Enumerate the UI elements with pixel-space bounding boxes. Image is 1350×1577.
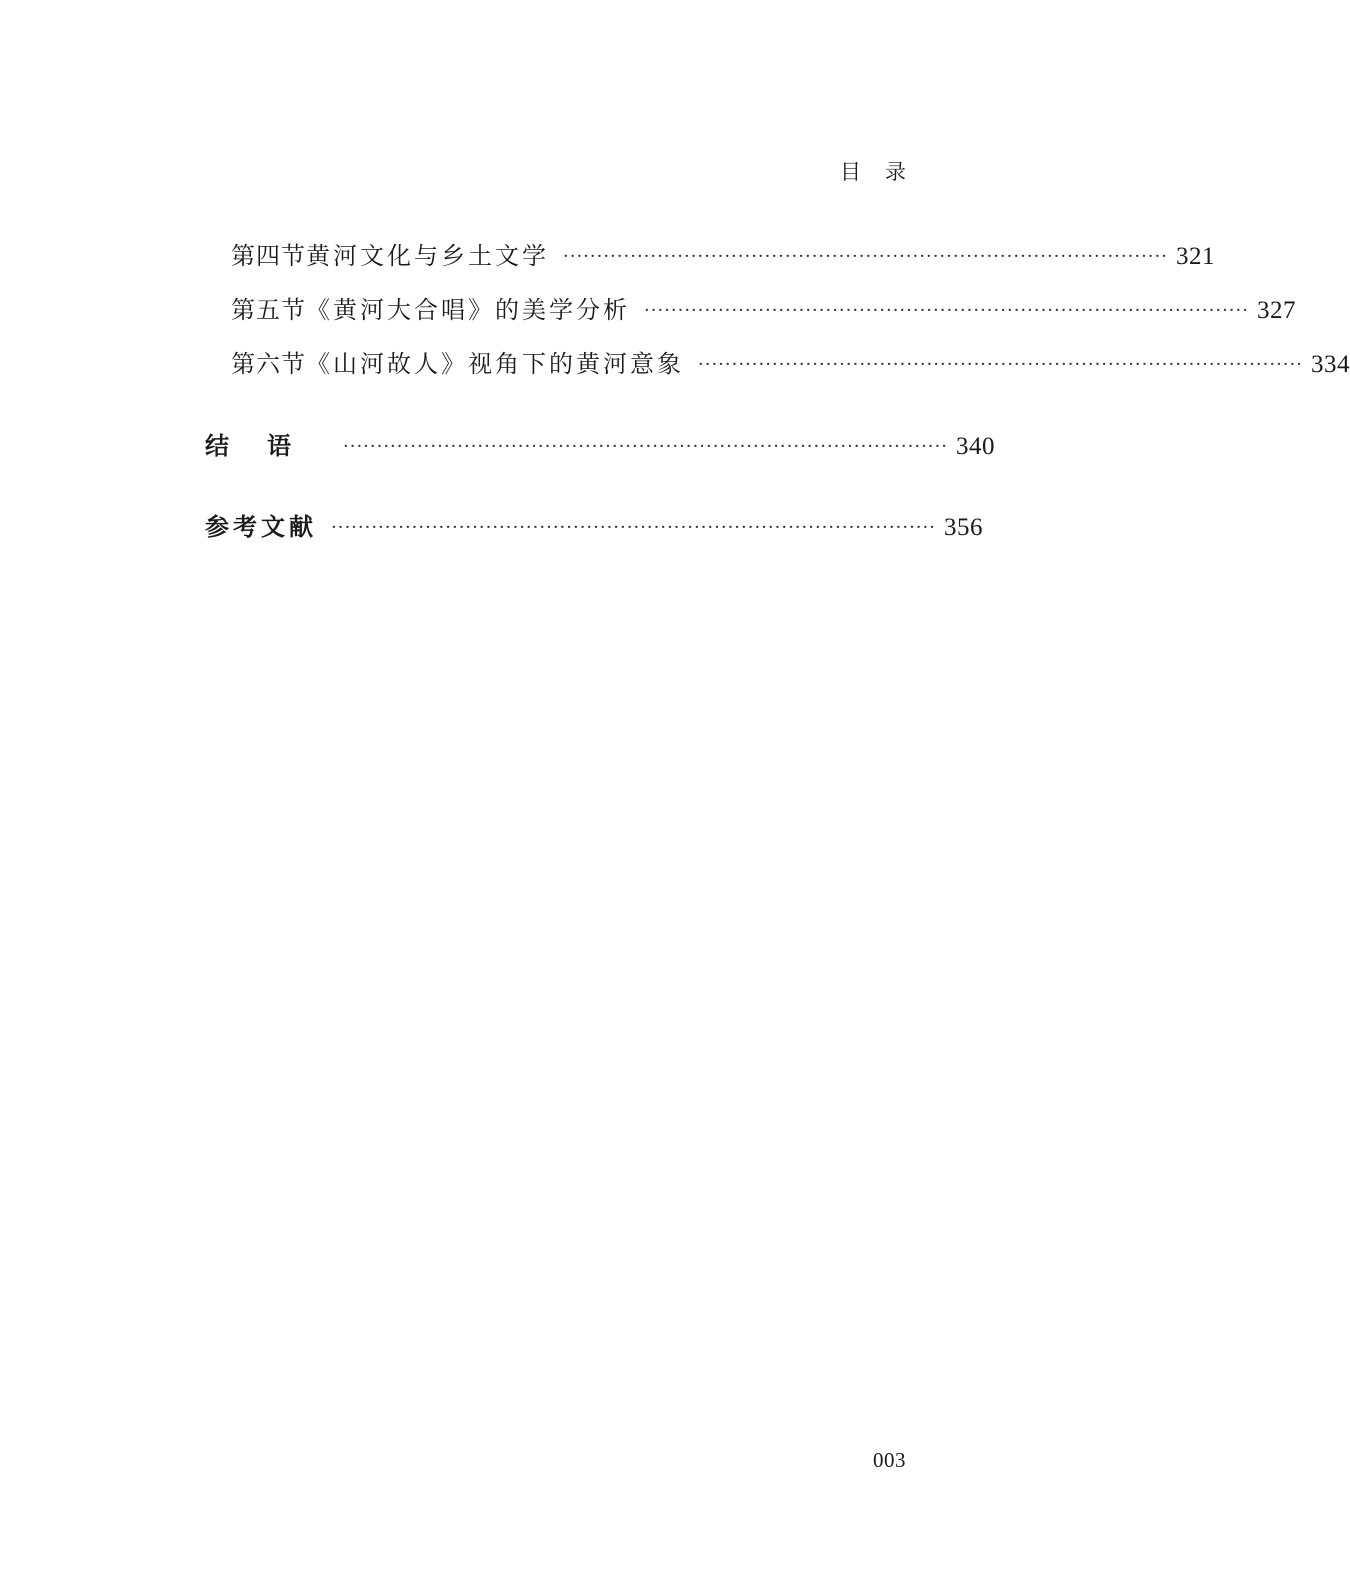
section-number: 第五节 <box>231 296 306 324</box>
dot-leader: ·························································································· <box>644 300 1249 321</box>
page-folio: 003 <box>873 1448 906 1472</box>
chapter-title: 结语 <box>205 432 329 460</box>
dot-leader: ·························································································· <box>698 354 1303 375</box>
dot-leader: ·························································································· <box>343 436 948 457</box>
page-number: 327 <box>1256 297 1296 324</box>
page-number: 321 <box>1175 243 1215 270</box>
section-title: 《黄河大合唱》的美学分析 <box>306 296 630 324</box>
toc-entry-section-5[interactable] <box>231 290 1296 324</box>
section-title: 黄河文化与乡土文学 <box>306 242 549 270</box>
running-head: 目录 <box>840 160 930 184</box>
page-number: 356 <box>943 514 983 541</box>
dot-leader: ·························································································· <box>331 517 936 538</box>
toc-entry-conclusion[interactable] <box>205 426 995 460</box>
page-number: 334 <box>1310 351 1350 378</box>
page-number: 340 <box>955 433 995 460</box>
section-number: 第四节 <box>231 242 306 270</box>
toc-entry-references[interactable] <box>205 507 983 541</box>
toc-entry-section-4[interactable] <box>231 236 1215 270</box>
dot-leader: ·························································································· <box>563 246 1168 267</box>
section-number: 第六节 <box>231 350 306 378</box>
toc-entry-section-6[interactable] <box>231 344 1350 378</box>
section-title: 《山河故人》视角下的黄河意象 <box>306 350 684 378</box>
chapter-title: 参考文献 <box>205 513 317 541</box>
